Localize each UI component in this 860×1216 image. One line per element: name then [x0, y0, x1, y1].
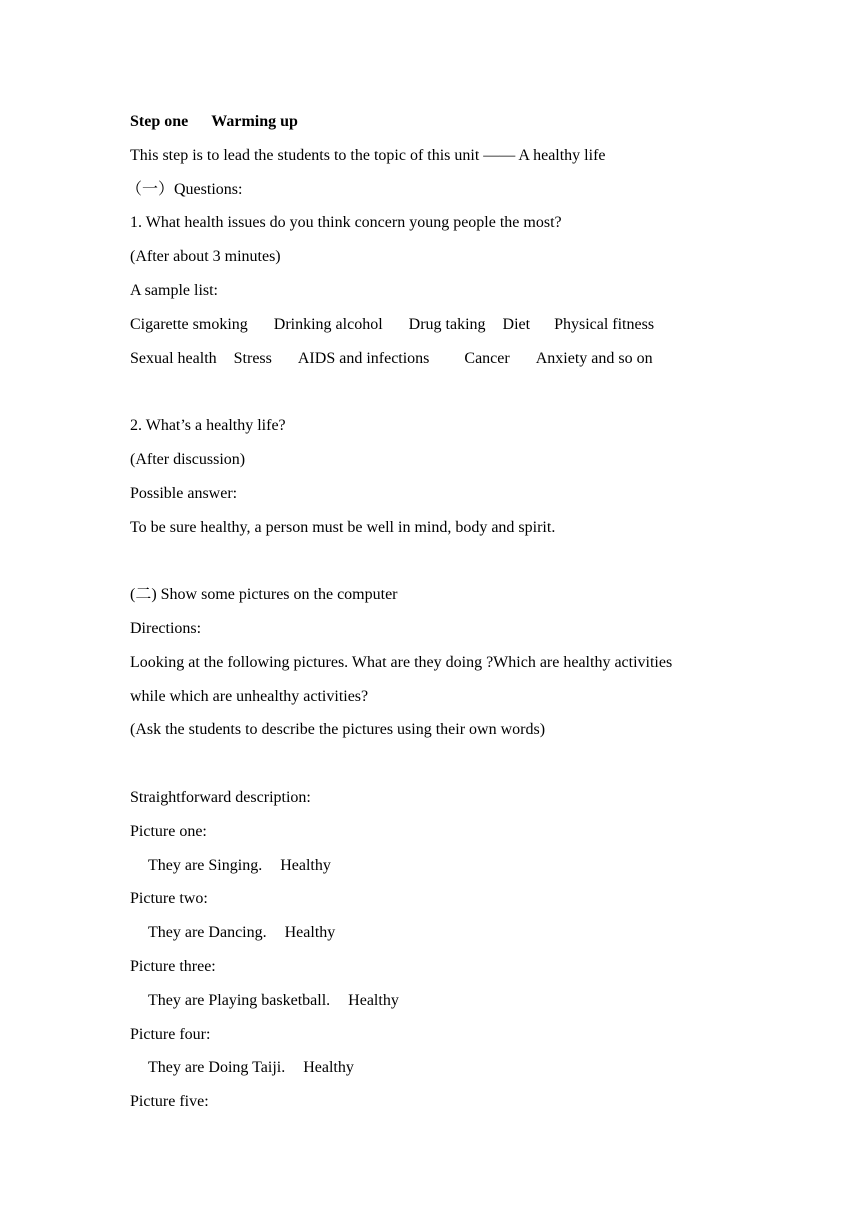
blank-line — [130, 544, 750, 578]
sample-list-row-2 — [130, 342, 750, 376]
step-heading — [130, 105, 750, 139]
pictures-heading: (二) Show some pictures on the computer — [130, 586, 398, 604]
picture-activity: They are Playing basketball. — [148, 991, 331, 1009]
directions-label: Directions: — [130, 619, 202, 637]
possible-answer: To be sure healthy, a person must be well in mind, body and spirit. — [130, 518, 556, 536]
picture-verdict: Healthy — [348, 991, 399, 1009]
question-1-note: (After about 3 minutes) — [130, 248, 281, 266]
sample-list-label: A sample list: — [130, 281, 218, 299]
picture-label: Picture four: — [130, 1025, 211, 1043]
step-number: Step one — [130, 113, 189, 130]
directions-line-1: Looking at the following pictures. What are they doing ?Which are healthy activities — [130, 653, 673, 671]
possible-answer-label: Possible answer: — [130, 484, 238, 502]
picture-description — [130, 916, 750, 950]
intro-text: This step is to lead the students to the topic of this unit —— A healthy life — [130, 146, 606, 164]
picture-verdict: Healthy — [280, 856, 331, 874]
picture-activity: They are Doing Taiji. — [148, 1059, 286, 1077]
picture-activity: They are Dancing. — [148, 924, 267, 942]
description-label: Straightforward description: — [130, 788, 311, 806]
directions-note: (Ask the students to describe the pictures using their own words) — [130, 721, 546, 739]
list-item: Cigarette smoking — [130, 315, 248, 333]
picture-label: Picture one: — [130, 822, 207, 840]
questions-heading: （一）Questions: — [126, 180, 243, 198]
picture-activity: They are Singing. — [148, 856, 263, 874]
picture-description — [130, 984, 750, 1018]
blank-line — [130, 375, 750, 409]
document-body — [126, 105, 750, 1119]
picture-verdict: Healthy — [284, 924, 336, 942]
question-2: 2. What’s a healthy life? — [130, 417, 286, 435]
step-title: Warming up — [211, 113, 298, 130]
question-2-note: (After discussion) — [130, 450, 246, 468]
list-item: Diet — [502, 315, 531, 333]
question-1: 1. What health issues do you think concern young people the most? — [130, 214, 562, 232]
picture-description — [130, 849, 750, 883]
sample-list-row-1 — [130, 308, 750, 342]
list-item: Cancer — [464, 349, 510, 367]
blank-line — [130, 747, 750, 781]
list-item: Drinking alcohol — [273, 315, 383, 333]
picture-verdict: Healthy — [303, 1059, 354, 1077]
list-item: Drug taking — [408, 315, 486, 333]
picture-label: Picture three: — [130, 957, 216, 975]
list-item: Sexual health — [130, 349, 217, 367]
list-item: AIDS and infections — [297, 349, 430, 367]
picture-description — [130, 1051, 750, 1085]
directions-line-2: while which are unhealthy activities? — [130, 687, 369, 705]
picture-label: Picture five: — [130, 1093, 209, 1111]
list-item: Anxiety and so on — [535, 349, 653, 367]
picture-label: Picture two: — [130, 890, 208, 908]
list-item: Physical fitness — [554, 315, 655, 333]
list-item: Stress — [233, 349, 272, 367]
